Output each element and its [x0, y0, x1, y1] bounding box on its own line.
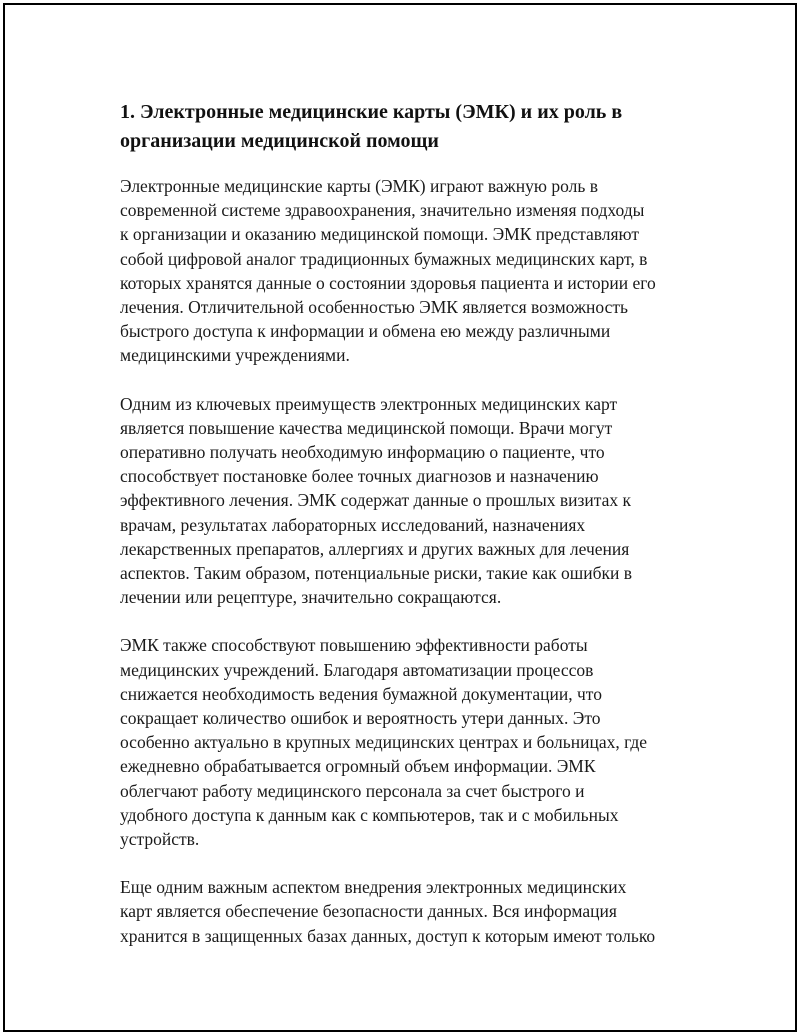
paragraph-line: хранится в защищенных базах данных, доступ к которым имеют только	[120, 925, 656, 946]
paragraph-line: особенно актуально в крупных медицинских центрах и больницах, где	[120, 732, 648, 753]
paragraph-line: облегчают работу медицинского персонала за счет быстрого и	[120, 780, 585, 801]
paragraph-2	[120, 392, 700, 610]
paragraph-line: современной системе здравоохранения, значительно изменяя подходы	[120, 200, 645, 221]
paragraph-line: лечения. Отличительной особенностью ЭМК является возможность	[120, 297, 628, 318]
paragraph-line: медицинских учреждений. Благодаря автоматизации процессов	[120, 659, 594, 680]
paragraph-line: врачам, результатах лабораторных исследований, назначениях	[120, 514, 586, 535]
paragraph-line: лекарственных препаратов, аллергиях и других важных для лечения	[120, 538, 630, 559]
paragraph-line: к организации и оказанию медицинской помощи. ЭМК представляют	[120, 224, 640, 245]
paragraph-line: ЭМК также способствуют повышению эффективности работы	[120, 635, 588, 656]
paragraph-line: аспектов. Таким образом, потенциальные риски, такие как ошибки в	[120, 563, 632, 584]
paragraph-3	[120, 633, 700, 851]
paragraph-line: медицинскими учреждениями.	[120, 345, 350, 366]
paragraph-line: быстрого доступа к информации и обмена ею между различными	[120, 321, 611, 342]
paragraph-line: ежедневно обрабатывается огромный объем информации. ЭМК	[120, 756, 596, 777]
paragraph-line: собой цифровой аналог традиционных бумажных медицинских карт, в	[120, 248, 648, 269]
paragraph-line: способствует постановке более точных диагнозов и назначению	[120, 466, 599, 487]
paragraph-line: удобного доступа к данным как с компьютеров, так и с мобильных	[120, 804, 619, 825]
paragraph-line: устройств.	[120, 829, 200, 850]
document-page	[3, 3, 797, 1032]
document-content	[120, 98, 700, 972]
paragraph-line: Одним из ключевых преимуществ электронных медицинских карт	[120, 393, 618, 414]
paragraph-line: снижается необходимость ведения бумажной документации, что	[120, 683, 602, 704]
paragraph-line: которых хранятся данные о состоянии здоровья пациента и истории его	[120, 272, 656, 293]
section-title-line: организации медицинской помощи	[120, 130, 439, 152]
section-title-line: 1. Электронные медицинские карты (ЭМК) и их роль в	[120, 101, 623, 123]
paragraph-line: лечении или рецептуре, значительно сокращаются.	[120, 587, 502, 608]
paragraph-line: Еще одним важным аспектом внедрения электронных медицинских	[120, 877, 627, 898]
paragraph-line: оперативно получать необходимую информацию о пациенте, что	[120, 442, 605, 463]
paragraph-line: Электронные медицинские карты (ЭМК) играют важную роль в	[120, 176, 598, 196]
paragraph-line: сокращает количество ошибок и вероятность утери данных. Это	[120, 708, 601, 729]
section-title	[120, 98, 700, 156]
paragraph-line: карт является обеспечение безопасности данных. Вся информация	[120, 901, 617, 922]
paragraph-1	[120, 174, 700, 368]
paragraph-line: эффективного лечения. ЭМК содержат данные о прошлых визитах к	[120, 490, 632, 511]
paragraph-4	[120, 875, 700, 948]
paragraph-line: является повышение качества медицинской помощи. Врачи могут	[120, 417, 613, 438]
